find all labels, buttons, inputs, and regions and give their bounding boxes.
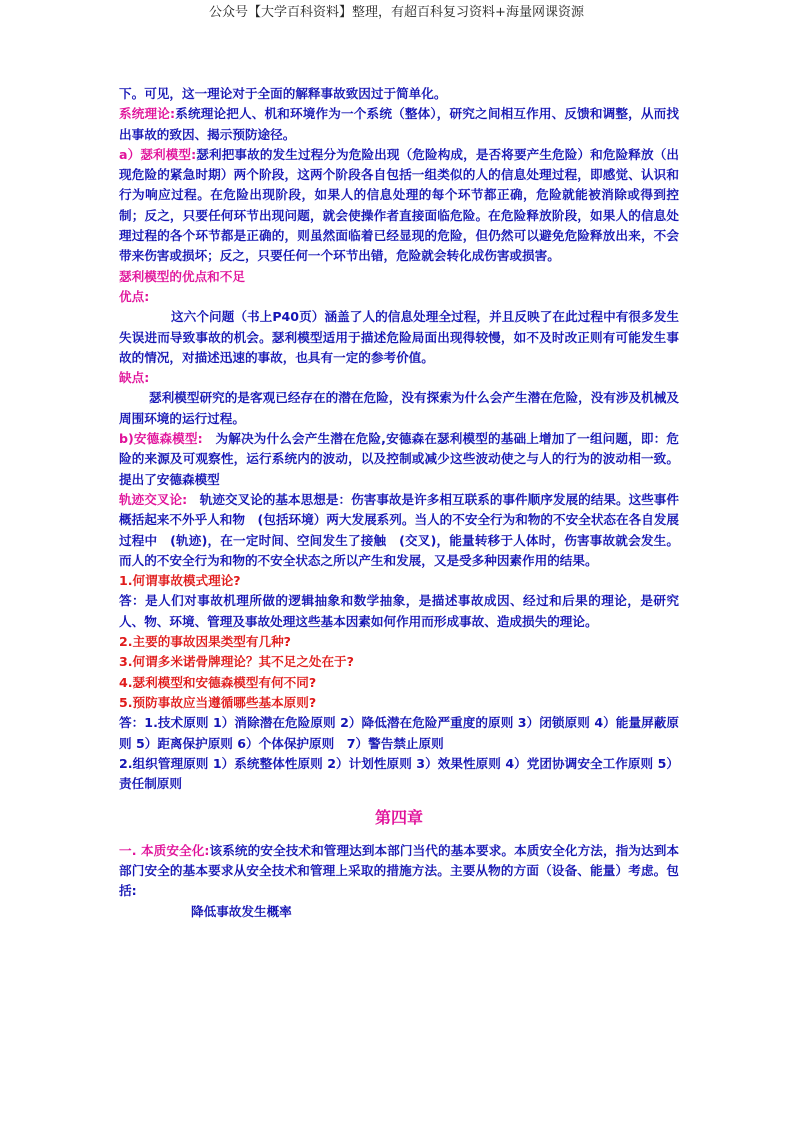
chapter-title: 第四章 [374, 808, 423, 828]
question-5: 5.预防事故应当遵循哪些基本原则? [119, 694, 317, 710]
answer-1: 答：是人们对事故机理所做的逻辑抽象和数学抽象，是描述事故成因、经过和后果的理论，是研究人、物、环境、管理及事故处理这些基本因素如何作用而形成事故、造成损失的理论。 [119, 593, 679, 629]
page-header: 公众号【大学百科资料】整理，有超百科复习资料+海量网课资源 [209, 5, 584, 20]
term-text: 瑟利把事故的发生过程分为危险出现（危险构成，是否将要产生危险）和危险释放（出现危险的紧急时期）两个阶段，这两个阶段各自包括一组类似的人的信息处理过程，即感觉、认识和行为响应过程。在危险出现阶段，如果人的信息处理的每个环节都正确，危险就能被消除或得到控制；反之，只要任何环节出现问题，就会使操作者直接面临危险。在危险释放阶段，如果人的信息处理过程的各个环节都是正确的，则虽然面临着已经显现的危险，但仍然可以避免危险释放出来，不会带来伤害或损坏；反之，只要任何一个环节出错，危险就会转化成伤害或损害。 [119, 146, 680, 264]
paragraph-cons: 瑟利模型研究的是客观已经存在的潜在危险，没有探索为什么会产生潜在危险，没有涉及机械及周围环境的运行过程。 [119, 390, 679, 426]
question-1: 1.何谓事故模式理论? [119, 573, 241, 589]
term-text: 系统理论把人、机和环境作为一个系统（整体），研究之间相互作用、反馈和调整，从而找出事故的致因、揭示预防途径。 [119, 106, 679, 142]
term-text: 轨迹交叉论的基本思想是：伤害事故是许多相互联系的事件顺序发展的结果。这些事件概括起来不外乎人和物 (包括环境）两大发展系列。当人的不安全行为和物的不安全状态在各自发展过程中 (轨迹)，在一定时间、空间发生了接触 (交叉)，能量转移于人体时，伤害事故就会发生。而人的不安全行为和物的不安全状态之所以产生和发展，又是受多种因素作用的结果。 [119, 491, 679, 568]
paragraph-pros: 这六个问题（书上P40页）涵盖了人的信息处理全过程，并且反映了在此过程中有很多发生失误进而导致事故的机会。瑟利模型适用于描述危险局面出现得较慢，如不及时改正则有可能发生事故的情况，对描述迅速的事故，也具有一定的参考价值。 [119, 309, 679, 365]
answer-5-technical: 答：1.技术原则 1）消除潜在危险原则 2）降低潜在危险严重度的原则 3）闭锁原则 4）能量屏蔽原则 5）距离保护原则 6）个体保护原则 7）警告禁止原则 [119, 715, 679, 751]
paragraph-continuation: 下。可见，这一理论对于全面的解释事故致因过于简单化。 [119, 86, 447, 101]
heading-pros-cons: 瑟利模型的优点和不足 [119, 268, 245, 284]
term-label: b)安德森模型: [119, 431, 203, 447]
heading-cons: 缺点: [119, 370, 150, 386]
question-4: 4.瑟利模型和安德森模型有何不同? [119, 674, 317, 690]
term-label: 一. 本质安全化: [119, 842, 210, 858]
paragraph-intrinsic-safety [119, 841, 679, 902]
question-3: 3.何谓多米诺骨牌理论？其不足之处在于? [119, 654, 354, 670]
paragraph-trajectory-theory [119, 490, 679, 571]
heading-pros: 优点: [119, 288, 150, 304]
paragraph-reduce-probability: 降低事故发生概率 [191, 903, 292, 919]
document-body [119, 84, 679, 922]
term-label: 轨迹交叉论: [119, 491, 188, 507]
answer-5-organizational: 2.组织管理原则 1）系统整体性原则 2）计划性原则 3）效果性原则 4）党团协调安全工作原则 5）责任制原则 [119, 755, 679, 792]
paragraph-anderson-model [119, 429, 679, 490]
term-text: 为解决为什么会产生潜在危险,安德森在瑟利模型的基础上增加了一组问题，即：危险的来源及可观察性，运行系统内的波动，以及控制或减少这些波动使之与人的行为的波动相一致。提出了安德森模型 [119, 431, 679, 487]
paragraph-system-theory [119, 104, 679, 145]
term-label: 系统理论: [119, 106, 176, 122]
term-text: 该系统的安全技术和管理达到本部门当代的基本要求。本质安全化方法，指为达到本部门安全的基本要求从安全技术和管理上采取的措施方法。主要从物的方面（设备、能量）考虑。包括: [119, 842, 679, 899]
question-2: 2.主要的事故因果类型有几种? [119, 634, 291, 650]
term-label: a）瑟利模型: [119, 146, 197, 162]
paragraph-surry-model [119, 145, 679, 267]
